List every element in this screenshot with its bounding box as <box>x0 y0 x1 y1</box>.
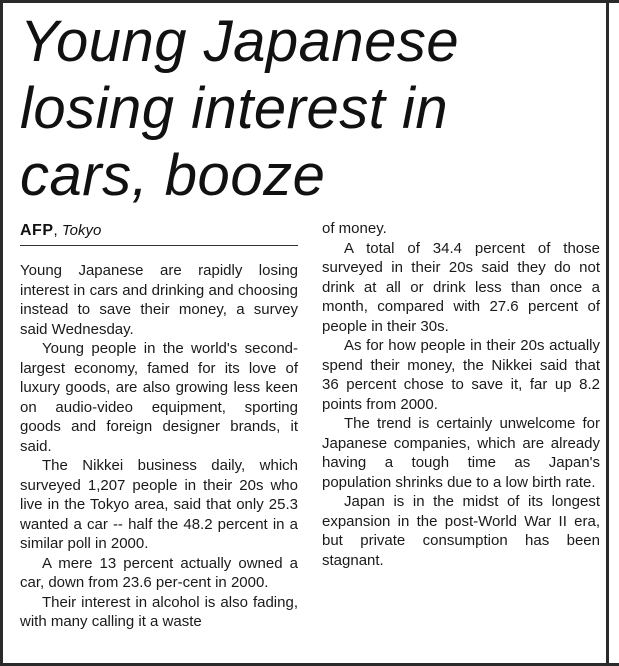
paragraph: Their interest in alcohol is also fading, with many calling it a waste <box>20 593 298 630</box>
frame-border-left <box>0 0 3 666</box>
article-column-left <box>20 261 298 632</box>
paragraph: The Nikkei business daily, which surveyed 1,207 people in their 20s who live in the Tokyo area, said that only 25.3 wanted a car -- half the 48.2 percent in a similar poll in 2000. <box>20 457 298 552</box>
article-column-right <box>322 219 600 570</box>
byline-agency: AFP <box>20 222 54 239</box>
paragraph: As for how people in their 20s actually spend their money, the Nikkei said that 36 percent chose to save it, far up 8.2 points from 2000. <box>322 337 600 413</box>
paragraph: Young Japanese are rapidly losing interest in cars and drinking and choosing instead to save their money, a survey said Wednesday. <box>20 262 298 338</box>
byline-divider <box>20 245 298 246</box>
frame-border-top <box>0 0 619 3</box>
byline-city: Tokyo <box>61 222 102 239</box>
paragraph: The trend is certainly unwelcome for Japanese companies, which are already having a tough time as Japan's population shrinks due to a low birth rate. <box>322 415 600 491</box>
paragraph: A mere 13 percent actually owned a car, down from 23.6 per-cent in 2000. <box>20 554 298 591</box>
byline-separator: , <box>53 222 62 239</box>
paragraph: Young people in the world's second-largest economy, famed for its love of luxury goods, are also growing less keen on audio-video equipment, sporting goods and foreign designer brands, it said. <box>20 340 298 455</box>
headline-line: cars, booze <box>20 143 326 208</box>
byline <box>20 222 101 240</box>
paragraph: of money. <box>322 220 387 237</box>
frame-border-right <box>606 0 609 666</box>
paragraph: Japan is in the midst of its longest expansion in the post-World War II era, but private consumption has been stagnant. <box>322 493 600 569</box>
headline-line: Young Japanese <box>20 9 460 74</box>
paragraph: A total of 34.4 percent of those surveyed in their 20s said they do not drink at all or drink less than once a month, compared with 27.6 percent of people in their 30s. <box>322 239 600 335</box>
article-headline <box>20 8 600 209</box>
headline-line: losing interest in <box>20 76 449 141</box>
